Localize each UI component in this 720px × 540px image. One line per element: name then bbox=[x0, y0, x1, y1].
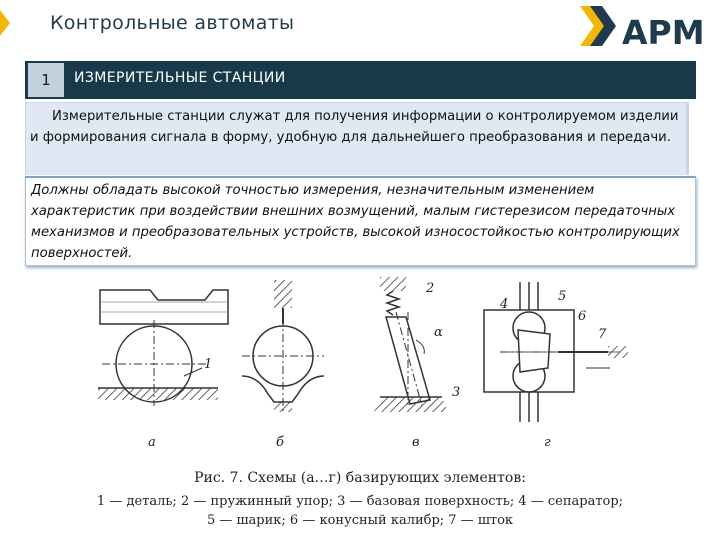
section-number: 1 bbox=[28, 63, 64, 97]
basing-elements-diagram bbox=[80, 272, 640, 472]
callout-4: 4 bbox=[500, 297, 509, 312]
title-bar bbox=[0, 0, 720, 48]
figure-caption-line-1: 1 — деталь; 2 — пружинный упор; 3 — базовая поверхность; 4 — сепаратор; bbox=[96, 494, 624, 509]
accent-marker bbox=[0, 10, 10, 36]
callout-1: 1 bbox=[204, 357, 213, 372]
intro-paragraph: Измерительные станции служат для получения информации о контролируемом изделии и формирования сигнала в форму, удобную для дальнейшего преобразования и передачи. bbox=[25, 102, 689, 175]
callout-3: 3 bbox=[452, 385, 461, 400]
sublabel-b: б bbox=[276, 435, 284, 450]
section-title: ИЗМЕРИТЕЛЬНЫЕ СТАНЦИИ bbox=[74, 70, 286, 86]
sublabel-v: в bbox=[412, 435, 420, 450]
callout-alpha: α bbox=[434, 325, 443, 340]
callout-2: 2 bbox=[426, 281, 435, 296]
logo-text: АРМ bbox=[622, 13, 705, 50]
slide-title: Контрольные автоматы bbox=[50, 12, 295, 34]
requirements-paragraph: Должны обладать высокой точностью измерения, незначительным изменением характеристик при воздействии внешних возмущений, малым гистерезисом передаточных механизмов и преобразовательных устройств, высокой износостойкостью контролирующих поверхностей. bbox=[25, 176, 696, 266]
sublabel-g: г bbox=[544, 435, 551, 450]
scheme-b bbox=[242, 280, 324, 412]
callout-6: 6 bbox=[578, 309, 587, 324]
sublabel-a: а bbox=[148, 435, 156, 450]
callout-5: 5 bbox=[558, 289, 567, 304]
scheme-v bbox=[374, 277, 448, 412]
figure-caption-title: Рис. 7. Схемы (а…г) базирующих элементов: bbox=[194, 470, 526, 486]
scheme-a bbox=[98, 290, 228, 406]
callout-7: 7 bbox=[598, 327, 607, 342]
figure-caption-line-2: 5 — шарик; 6 — конусный калибр; 7 — шток bbox=[206, 513, 514, 528]
apm-logo bbox=[580, 4, 712, 50]
